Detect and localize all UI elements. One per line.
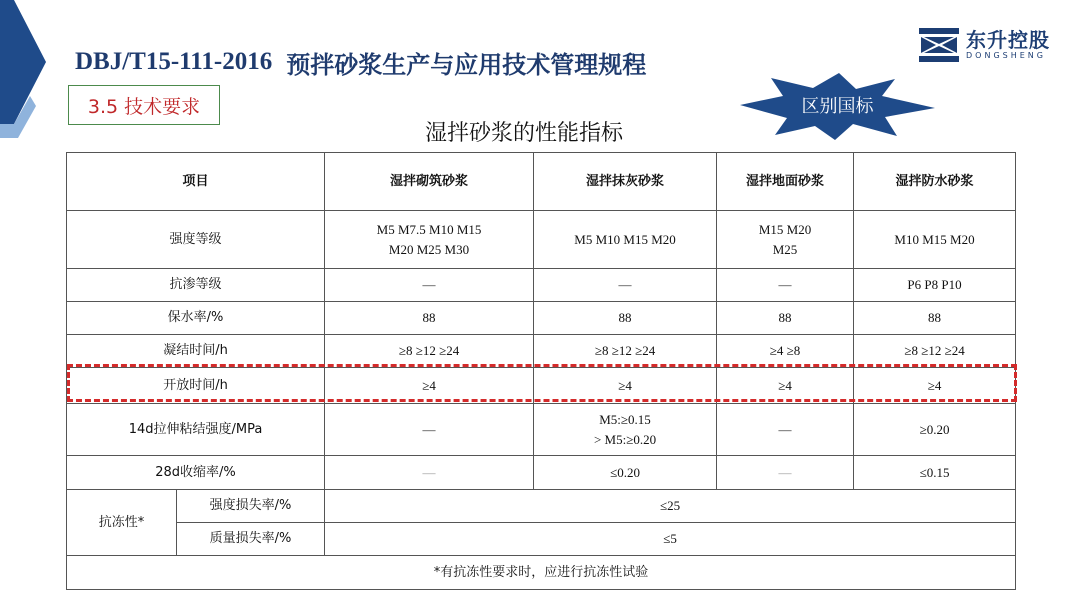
table-row xyxy=(67,404,1016,456)
row-label: 28d收缩率/% xyxy=(67,456,325,490)
cell-line: M5 M7.5 M10 M15 xyxy=(376,221,482,237)
table-cell: ≥4 xyxy=(717,368,854,404)
table-cell: ≤0.20 xyxy=(534,456,717,490)
performance-table xyxy=(66,152,1016,590)
table-cell: P6 P8 P10 xyxy=(854,269,1016,302)
table-cell: ≤0.15 xyxy=(854,456,1016,490)
table-cell: ≥4 ≥8 xyxy=(717,335,854,368)
table-row-highlighted xyxy=(67,368,1016,404)
table-cell: 88 xyxy=(717,302,854,335)
cell-line: M20 M25 M30 xyxy=(388,241,470,257)
table-cell: — xyxy=(325,404,534,456)
cell-line: M5:≥0.15 xyxy=(599,411,651,427)
page-header xyxy=(75,44,646,80)
standard-code: DBJ/T15-111-2016 xyxy=(75,48,273,75)
header-waterproof: 湿拌防水砂浆 xyxy=(854,153,1016,211)
table-cell: 88 xyxy=(854,302,1016,335)
table-title: 湿拌砂浆的性能指标 xyxy=(425,121,624,146)
table-cell: ≥8 ≥12 ≥24 xyxy=(854,335,1016,368)
header-item: 项目 xyxy=(67,153,325,211)
table-cell: 88 xyxy=(325,302,534,335)
section-label: 3.5 技术要求 xyxy=(87,95,201,118)
header-masonry: 湿拌砌筑砂浆 xyxy=(325,153,534,211)
table-cell xyxy=(717,211,854,269)
frost-mass-value: ≤5 xyxy=(325,523,1016,556)
table-cell: — xyxy=(534,269,717,302)
table-cell: M5 M10 M15 M20 xyxy=(534,211,717,269)
table-cell: ≥8 ≥12 ≥24 xyxy=(534,335,717,368)
cell-line: > M5:≥0.20 xyxy=(593,431,657,447)
header-plastering: 湿拌抹灰砂浆 xyxy=(534,153,717,211)
table-cell: — xyxy=(717,404,854,456)
frost-mass-label: 质量损失率/% xyxy=(177,523,325,556)
company-logo xyxy=(918,22,1068,66)
row-label: 抗渗等级 xyxy=(67,269,325,302)
table-row xyxy=(67,211,1016,269)
cell-line: M25 xyxy=(772,241,798,257)
standard-name: 预拌砂浆生产与应用技术管理规程 xyxy=(286,50,647,79)
table-row xyxy=(67,302,1016,335)
table-cell: — xyxy=(325,456,534,490)
frost-strength-label: 强度损失率/% xyxy=(177,490,325,523)
table-footnote-row xyxy=(67,556,1016,590)
table-row xyxy=(67,523,1016,556)
section-heading xyxy=(68,85,220,125)
table-row xyxy=(67,269,1016,302)
table-cell: ≥4 xyxy=(534,368,717,404)
logo-subtitle: DONGSHENG xyxy=(966,51,1046,60)
table-header-row xyxy=(67,153,1016,211)
logo-mark-icon xyxy=(918,26,960,64)
row-label: 开放时间/h xyxy=(67,368,325,404)
frost-label: 抗冻性* xyxy=(67,490,177,556)
table-cell: ≥4 xyxy=(325,368,534,404)
table-cell xyxy=(534,404,717,456)
table-row xyxy=(67,456,1016,490)
table-cell: M10 M15 M20 xyxy=(854,211,1016,269)
table-cell: ≥0.20 xyxy=(854,404,1016,456)
table-cell: ≥4 xyxy=(854,368,1016,404)
table-row xyxy=(67,335,1016,368)
table-cell: 88 xyxy=(534,302,717,335)
table-cell: ≥8 ≥12 ≥24 xyxy=(325,335,534,368)
table-cell: — xyxy=(325,269,534,302)
table-cell: — xyxy=(717,269,854,302)
row-label: 强度等级 xyxy=(67,211,325,269)
cell-line: M15 M20 xyxy=(758,221,812,237)
frost-strength-value: ≤25 xyxy=(325,490,1016,523)
table-cell xyxy=(325,211,534,269)
table-footnote: *有抗冻性要求时，应进行抗冻性试验 xyxy=(67,556,1016,590)
header-floor: 湿拌地面砂浆 xyxy=(717,153,854,211)
logo-name: 东升控股 xyxy=(966,28,1050,52)
corner-decoration xyxy=(0,0,60,140)
row-label: 凝结时间/h xyxy=(67,335,325,368)
row-label: 14d拉伸粘结强度/MPa xyxy=(67,404,325,456)
table-row xyxy=(67,490,1016,523)
row-label: 保水率/% xyxy=(67,302,325,335)
table-cell: — xyxy=(717,456,854,490)
badge-label: 区别国标 xyxy=(801,96,874,117)
